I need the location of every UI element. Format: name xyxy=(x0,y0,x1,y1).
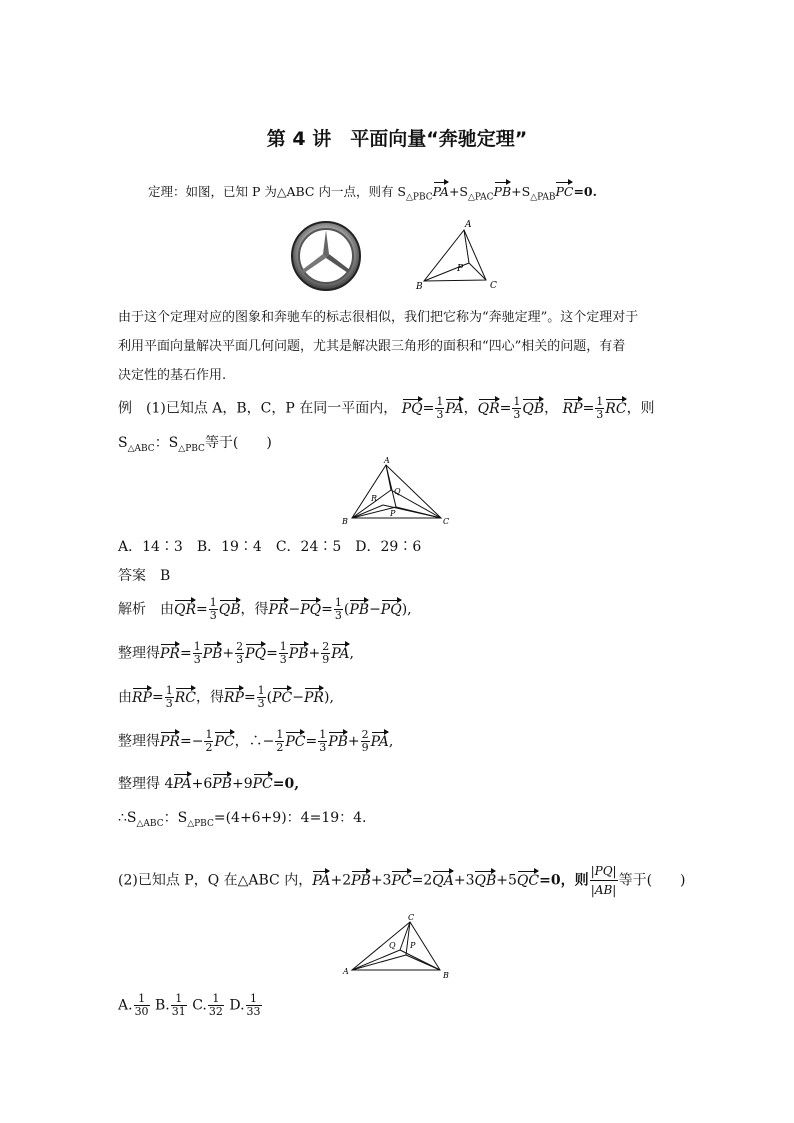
frac-num: 1 xyxy=(208,993,224,1006)
comma: ， xyxy=(463,400,478,417)
equals-zero: =0, xyxy=(272,776,300,792)
tidy-prefix: 整理得 4 xyxy=(118,776,174,792)
frac-den: |AB| xyxy=(590,883,617,897)
answer: 答案 B xyxy=(118,568,171,584)
solution-line-1 xyxy=(118,597,412,622)
fraction-one-third xyxy=(334,597,343,622)
vector-pb: PB xyxy=(202,645,223,662)
frac-num: 1 xyxy=(513,395,521,408)
eq: = xyxy=(422,400,435,417)
vector-pr: PR xyxy=(304,689,324,706)
eq: = xyxy=(266,645,278,662)
ratio-colon: ：S xyxy=(154,435,179,451)
eq: = xyxy=(321,601,333,618)
fraction-one-half xyxy=(275,729,284,754)
therefore: ，∴− xyxy=(234,733,275,750)
frac-num: 1 xyxy=(279,640,287,653)
intro-line-1: 由于这个定理对应的图象和奔驰车的标志很相似，我们把它称为“奔驰定理”。这个定理对于 xyxy=(118,310,639,325)
get: ，得 xyxy=(195,689,224,706)
solution-line-5 xyxy=(118,773,299,793)
fig3-label-c: C xyxy=(408,913,415,922)
minus: − xyxy=(288,601,301,618)
comma: , xyxy=(349,645,354,662)
vector-rc: RC xyxy=(605,400,627,417)
choice-a-label: A. xyxy=(118,997,133,1014)
fig1-label-p: P xyxy=(457,264,464,274)
tidy-prefix: 整理得 xyxy=(118,645,160,662)
frac-den: 2 xyxy=(276,741,284,754)
plus-five: +5 xyxy=(496,872,517,889)
equals-blank: 等于( ) xyxy=(204,435,272,451)
example1-line-1 xyxy=(118,396,655,421)
example2-line xyxy=(118,862,686,899)
frac-num: 2 xyxy=(236,640,244,653)
vector-rc: RC xyxy=(174,689,196,706)
then: ，则 xyxy=(626,400,655,417)
fraction-pq-over-ab xyxy=(590,862,618,899)
frac-num: 1 xyxy=(319,728,327,741)
vector-pa: PA xyxy=(312,872,331,889)
choices-2 xyxy=(118,993,263,1018)
eq: = xyxy=(151,689,164,706)
theorem-line xyxy=(148,182,597,203)
choices-1: A．14∶3 B．19∶4 C．24∶5 D．29∶6 xyxy=(118,539,422,555)
paren: ) xyxy=(323,689,330,706)
eq: = xyxy=(179,733,192,750)
fraction-one-third xyxy=(435,396,444,421)
vector-qr: QR xyxy=(477,400,500,417)
frac-den: 3 xyxy=(257,697,265,710)
plus-nine: +9 xyxy=(231,776,253,792)
intro-line-3: 决定性的基石作用. xyxy=(118,368,227,383)
fraction-two-thirds xyxy=(235,641,244,666)
frac-num: 1 xyxy=(171,993,187,1006)
frac-den: 3 xyxy=(165,697,173,710)
figure-1-triangle xyxy=(408,218,498,290)
vector-rp: RP xyxy=(132,689,152,706)
frac-num: 1 xyxy=(334,596,342,609)
page-title: 第 4 讲 平面向量“奔驰定理” xyxy=(266,128,528,150)
frac-den: 3 xyxy=(193,653,201,666)
vector-pc: PC xyxy=(214,733,235,750)
vector-pc: PC xyxy=(285,733,306,750)
plus-two: +2 xyxy=(330,872,352,889)
fraction-one-third xyxy=(165,685,174,710)
intro-line-2: 利用平面向量解决平面几何问题，尤其是解决跟三角形的面积和“四心”相关的问题，有着 xyxy=(118,339,626,354)
sub-abc: △ABC xyxy=(127,443,155,454)
fraction-1-32 xyxy=(208,993,224,1018)
frac-num: 1 xyxy=(209,596,217,609)
example2-lead: (2)已知点 P，Q 在△ABC 内， xyxy=(118,872,313,889)
fraction-one-third xyxy=(193,641,202,666)
fraction-1-33 xyxy=(246,993,262,1018)
ratio-colon: ：S xyxy=(163,810,188,826)
equals-zero-then: =0，则 xyxy=(539,872,589,889)
frac-num: 1 xyxy=(257,684,265,697)
plus: + xyxy=(222,645,235,662)
fig1-label-c: C xyxy=(490,281,497,290)
fig3-label-b: B xyxy=(443,971,449,980)
theorem-vector-pc: PC xyxy=(555,184,574,199)
equals-blank: 等于( ) xyxy=(618,872,686,889)
frac-num: 1 xyxy=(276,728,284,741)
frac-den: 3 xyxy=(513,408,521,421)
frac-den: 3 xyxy=(334,609,342,622)
theorem-vector-pa: PA xyxy=(432,184,449,199)
fig2-label-r: R xyxy=(371,494,378,503)
plus: + xyxy=(308,645,321,662)
vector-qb: QB xyxy=(522,400,545,417)
figure-3-triangle xyxy=(340,912,456,982)
fraction-one-third xyxy=(257,685,266,710)
frac-den: 3 xyxy=(279,653,287,666)
area-s: S xyxy=(118,435,128,451)
vector-pr: PR xyxy=(160,645,180,662)
comma: ， xyxy=(544,400,559,417)
vector-pc: PC xyxy=(272,689,293,706)
frac-den: 9 xyxy=(361,741,369,754)
theorem-sub2: △PAC xyxy=(468,192,494,203)
fig1-label-a: A xyxy=(465,220,472,230)
fraction-two-ninths xyxy=(361,729,370,754)
vector-pq: PQ xyxy=(245,645,267,662)
vector-pa: PA xyxy=(331,645,350,662)
theorem-plus2: +S xyxy=(511,184,531,199)
solution-line-2 xyxy=(118,641,354,666)
fig2-label-b: B xyxy=(342,517,348,526)
vector-pa: PA xyxy=(370,733,389,750)
eq: = xyxy=(499,400,512,417)
frac-den: 3 xyxy=(209,609,217,622)
fraction-one-third xyxy=(279,641,288,666)
theorem-lead: 定理：如图，已知 P 为△ABC 内一点，则有 S xyxy=(148,184,406,199)
frac-num: 1 xyxy=(246,993,262,1006)
minus: − xyxy=(369,601,381,618)
frac-den: 3 xyxy=(436,408,444,421)
from-prefix: 由 xyxy=(118,689,132,706)
choice-b-label: B. xyxy=(155,997,170,1014)
frac-num: 2 xyxy=(361,728,369,741)
frac-num: 1 xyxy=(436,395,444,408)
fraction-1-31 xyxy=(171,993,187,1018)
vector-pr: PR xyxy=(268,601,289,618)
theorem-sub3: △PAB xyxy=(530,192,556,203)
fig2-label-c: C xyxy=(443,517,450,526)
vector-pq: PQ xyxy=(401,400,423,417)
vector-pb: PB xyxy=(212,776,232,792)
frac-num: 1 xyxy=(596,395,604,408)
figure-2-triangle xyxy=(338,456,454,528)
theorem-sub1: △PBC xyxy=(406,192,433,203)
vector-pc: PC xyxy=(252,776,273,792)
fraction-one-third xyxy=(595,396,604,421)
sub-pbc: △PBC xyxy=(187,818,214,829)
vector-qa: QA xyxy=(432,872,454,889)
vector-qb: QB xyxy=(474,872,497,889)
frac-den: 3 xyxy=(596,408,604,421)
tidy-prefix: 整理得 xyxy=(118,733,160,750)
get: ，得 xyxy=(240,601,269,618)
frac-num: 2 xyxy=(322,640,330,653)
frac-num: 1 xyxy=(134,993,150,1006)
fraction-one-third xyxy=(512,396,521,421)
fig1-label-b: B xyxy=(416,282,423,290)
vector-pa: PA xyxy=(445,400,464,417)
fig3-label-a: A xyxy=(343,967,349,976)
frac-den: 3 xyxy=(319,741,327,754)
choice-c-label: C. xyxy=(192,997,207,1014)
vector-rp: RP xyxy=(223,689,244,706)
plus: + xyxy=(347,733,360,750)
example1-line-2 xyxy=(118,432,272,454)
vector-pb: PB xyxy=(351,872,371,889)
fig2-label-q: Q xyxy=(394,487,401,496)
theorem-plus1: +S xyxy=(448,184,468,199)
frac-den: 31 xyxy=(171,1005,186,1018)
fraction-one-third xyxy=(209,597,218,622)
frac-num: 1 xyxy=(165,684,173,697)
vector-qb: QB xyxy=(218,601,241,618)
fraction-one-half xyxy=(204,729,213,754)
ratio-result: =(4+6+9)：4=19：4. xyxy=(213,810,367,826)
vector-pq: PQ xyxy=(300,601,322,618)
paren: ( xyxy=(343,601,350,618)
frac-den: 9 xyxy=(322,653,330,666)
fraction-one-third xyxy=(318,729,327,754)
frac-den: 33 xyxy=(246,1005,261,1018)
sub-pbc: △PBC xyxy=(178,443,205,454)
frac-den: 3 xyxy=(236,653,244,666)
solution-line-3 xyxy=(118,685,334,710)
plus-three: +3 xyxy=(370,872,392,889)
eq: = xyxy=(582,400,595,417)
vector-pq: PQ xyxy=(380,601,402,618)
vector-qc: QC xyxy=(516,872,540,889)
vector-pc: PC xyxy=(391,872,412,889)
eq: = xyxy=(179,645,192,662)
frac-den: 32 xyxy=(208,1005,223,1018)
minus: − xyxy=(191,733,204,750)
vector-pb: PB xyxy=(328,733,348,750)
plus-six: +6 xyxy=(191,776,213,792)
vector-pb: PB xyxy=(288,645,309,662)
minus: − xyxy=(292,689,305,706)
frac-den: 30 xyxy=(134,1005,149,1018)
comma: , xyxy=(388,733,394,750)
equals-two: =2 xyxy=(411,872,433,889)
fig3-label-q: Q xyxy=(389,941,396,950)
eq: = xyxy=(243,689,256,706)
fraction-1-30 xyxy=(134,993,150,1018)
frac-num: 1 xyxy=(193,640,201,653)
frac-num: |PQ| xyxy=(590,862,618,881)
fig3-label-p: P xyxy=(410,941,416,950)
eq: = xyxy=(196,601,208,618)
vector-pr: PR xyxy=(160,733,180,750)
comma: , xyxy=(329,689,334,706)
plus-three: +3 xyxy=(453,872,475,889)
sub-abc: △ABC xyxy=(136,818,164,829)
therefore-s: ∴S xyxy=(118,810,137,826)
frac-num: 1 xyxy=(205,728,213,741)
vector-rp: RP xyxy=(562,400,583,417)
fig2-label-a: A xyxy=(384,456,390,465)
solution-line-4 xyxy=(118,729,393,754)
vector-qr: QR xyxy=(174,601,197,618)
comma: , xyxy=(407,601,412,618)
example1-lead: 例 (1)已知点 A，B，C，P 在同一平面内， xyxy=(118,400,398,417)
solution-line-6 xyxy=(118,807,367,829)
eq: = xyxy=(305,733,318,750)
paren: ) xyxy=(401,601,408,618)
solution-prefix: 解析 由 xyxy=(118,601,174,618)
vector-pa: PA xyxy=(173,776,192,792)
frac-den: 2 xyxy=(205,741,213,754)
choice-d-label: D. xyxy=(229,997,245,1014)
fraction-two-ninths xyxy=(321,641,330,666)
fig2-label-p: P xyxy=(390,509,396,518)
vector-pb: PB xyxy=(349,601,370,618)
theorem-vector-pb: PB xyxy=(493,184,512,199)
paren: ( xyxy=(266,689,273,706)
mercedes-logo-icon xyxy=(290,220,362,292)
theorem-tail: =0. xyxy=(573,184,597,199)
